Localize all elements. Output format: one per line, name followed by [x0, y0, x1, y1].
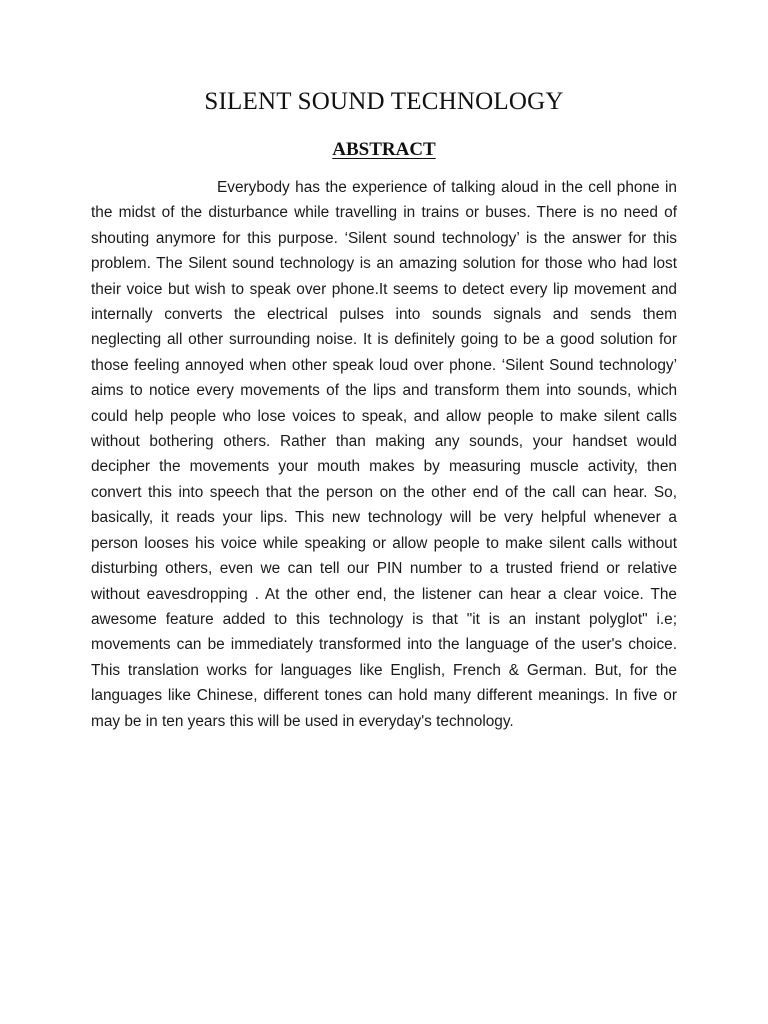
section-heading: [0, 139, 768, 161]
section-heading-text: ABSTRACT: [332, 139, 436, 160]
abstract-paragraph: Everybody has the experience of talking aloud in the cell phone in the midst of the disturbance while travelling in trains or buses. There is no need of shouting anymore for this purpose. ‘Silent sound technology’ is the answer for this problem. The Silent sound technology is an amazing solution for those who had lost their voice but wish to speak over phone.It seems to detect every lip movement and internally converts the electrical pulses into sounds signals and sends them neglecting all other surrounding noise. It is definitely going to be a good solution for those feeling annoyed when other speak loud over phone. ‘Silent Sound technology’ aims to notice every movements of the lips and transform them into sounds, which could help people who lose voices to speak, and allow people to make silent calls without bothering others. Rather than making any sounds, your handset would decipher the movements your mouth makes by measuring muscle activity, then convert this into speech that the person on the other end of the call can hear. So, basically, it reads your lips. This new technology will be very helpful whenever a person looses his voice while speaking or allow people to make silent calls without disturbing others, even we can tell our PIN number to a trusted friend or relative without eavesdropping . At the other end, the listener can hear a clear voice. The awesome feature added to this technology is that "it is an instant polyglot" i.e; movements can be immediately transformed into the language of the user's choice. This translation works for languages like English, French & German. But, for the languages like Chinese, different tones can hold many different meanings. In five or may be in ten years this will be used in everyday's technology.: [91, 179, 677, 730]
document-title: SILENT SOUND TECHNOLOGY: [204, 88, 564, 115]
